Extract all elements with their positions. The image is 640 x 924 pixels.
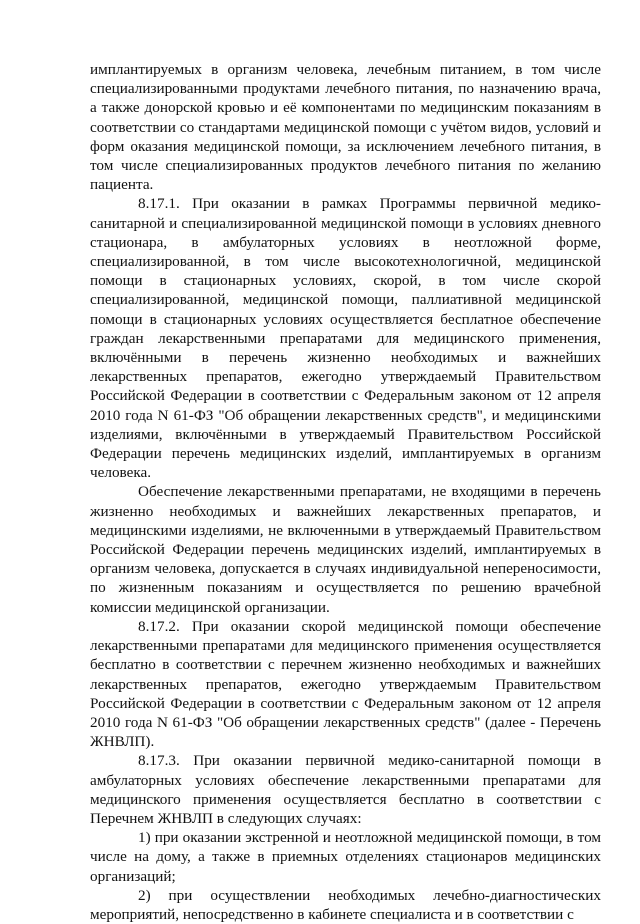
paragraph-8-17-2: 8.17.2. При оказании скорой медицинской помощи обеспечение лекарственными препаратами для медицинского применения осуществляется бесплатно в соответствии с перечнем жизненно необходимых и важнейших лекарственных препаратов, ежегодно утверждаемым Правительством Российской Федерации в соответствии с Федеральным законом от 12 апреля 2010 года N 61-ФЗ "Об обращении лекарственных средств" (далее - Перечень ЖНВЛП). (90, 617, 601, 751)
document-body (90, 60, 601, 924)
list-item-2: 2) при осуществлении необходимых лечебно-диагностических мероприятий, непосредственно в кабинете специалиста и в соответствии с (90, 886, 601, 923)
list-item-1: 1) при оказании экстренной и неотложной медицинской помощи, в том числе на дому, а также в приемных отделениях стационаров медицинских организаций; (90, 829, 601, 885)
paragraph-provision-exceptions: Обеспечение лекарственными препаратами, не входящими в перечень жизненно необходимых и важнейших лекарственных препаратов, и медицинскими изделиями, не включенными в утверждаемый Правительством Российской Федерации перечень медицинских изделий, имплантируемых в организм человека, допускается в случаях индивидуальной непереносимости, по жизненным показаниям и осуществляется по решению врачебной комиссии медицинской организации. (90, 483, 601, 616)
paragraph-8-17-1: 8.17.1. При оказании в рамках Программы первичной медико-санитарной и специализированной медицинской помощи в условиях дневного стационара, в амбулаторных условиях в неотложной форме, специализированной, в том числе высокотехнологичной, медицинской помощи в стационарных условиях, скорой, в том числе скорой специализированной, медицинской помощи, паллиативной медицинской помощи в стационарных условиях осуществляется бесплатное обеспечение граждан лекарственными препаратами для медицинского применения, включёнными в перечень жизненно необходимых и важнейших лекарственных препаратов, ежегодно утверждаемый Правительством Российской Федерации в соответствии с Федеральным законом от 12 апреля 2010 года N 61-ФЗ "Об обращении лекарственных средств", и медицинскими изделиями, включёнными в утверждаемый Правительством Российской Федерации перечень медицинских изделий, имплантируемых в организм человека. (90, 195, 601, 482)
paragraph-8-17-3: 8.17.3. При оказании первичной медико-санитарной помощи в амбулаторных условиях обеспечение лекарственными препаратами для медицинского применения осуществляется бесплатно в соответствии с Перечнем ЖНВЛП в следующих случаях: (90, 752, 601, 827)
paragraph-continuation: имплантируемых в организм человека, лечебным питанием, в том числе специализированными продуктами лечебного питания, по назначению врача, а также донорской кровью и её компонентами по медицинским показаниям в соответствии со стандартами медицинской помощи с учётом видов, условий и форм оказания медицинской помощи, за исключением лечебного питания, в том числе специализированных продуктов лечебного питания по желанию пациента. (90, 61, 601, 194)
